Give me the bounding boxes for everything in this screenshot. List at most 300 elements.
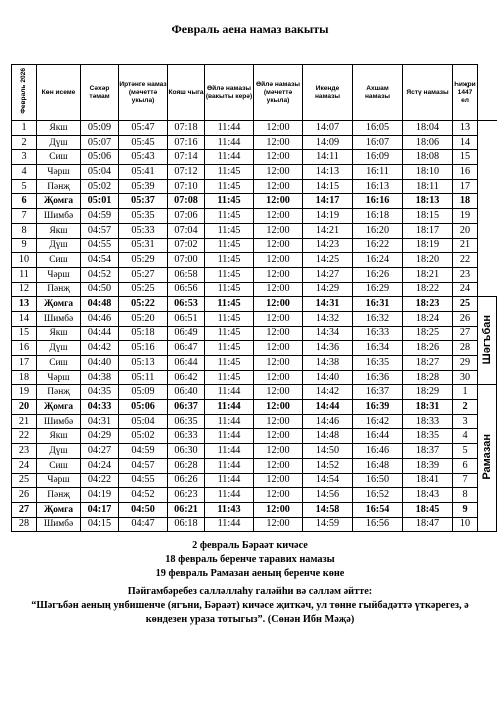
hijri-day-cell: 16: [453, 165, 478, 180]
hijri-day-cell: 22: [453, 253, 478, 268]
weekday-cell: Чәрш: [37, 473, 81, 488]
weekday-cell: Якш: [37, 429, 81, 444]
dhuhr-cell: 11:45: [205, 326, 254, 341]
maghrib-cell: 16:52: [353, 488, 403, 503]
fajr-cell: 05:45: [119, 135, 168, 150]
table-row: [12, 385, 497, 400]
hijri-day-cell: 3: [453, 414, 478, 429]
sahur-cell: 04:19: [81, 488, 119, 503]
maghrib-cell: 16:35: [353, 356, 403, 371]
asr-cell: 14:44: [303, 400, 353, 415]
asr-cell: 14:29: [303, 282, 353, 297]
sunrise-cell: 07:04: [168, 223, 205, 238]
hijri-day-cell: 21: [453, 238, 478, 253]
hijri-day-cell: 18: [453, 194, 478, 209]
asr-cell: 14:56: [303, 488, 353, 503]
day-cell: 24: [12, 458, 37, 473]
page-title: Февраль аена намаз вакыты: [171, 22, 329, 36]
table-row: [12, 326, 497, 341]
sahur-cell: 04:42: [81, 341, 119, 356]
asr-cell: 14:19: [303, 209, 353, 224]
weekday-cell: Якш: [37, 326, 81, 341]
day-cell: 4: [12, 165, 37, 180]
asr-cell: 14:31: [303, 297, 353, 312]
hijri-day-cell: 7: [453, 473, 478, 488]
dhuhr-cell: 11:45: [205, 165, 254, 180]
asr-cell: 14:32: [303, 311, 353, 326]
isha-cell: 18:41: [403, 473, 453, 488]
fajr-cell: 05:35: [119, 209, 168, 224]
dhuhr-cell: 11:44: [205, 458, 254, 473]
sunrise-cell: 06:49: [168, 326, 205, 341]
asr-cell: 14:38: [303, 356, 353, 371]
hijri-day-cell: 26: [453, 311, 478, 326]
sunrise-cell: 07:12: [168, 165, 205, 180]
fajr-cell: 05:41: [119, 165, 168, 180]
sahur-cell: 04:52: [81, 267, 119, 282]
dhuhr-mosque-cell: 12:00: [254, 165, 303, 180]
weekday-cell: Шимбә: [37, 414, 81, 429]
isha-cell: 18:39: [403, 458, 453, 473]
maghrib-cell: 16:31: [353, 297, 403, 312]
fajr-cell: 04:52: [119, 488, 168, 503]
dhuhr-cell: 11:45: [205, 209, 254, 224]
weekday-cell: Чәрш: [37, 267, 81, 282]
table-row: [12, 429, 497, 444]
maghrib-cell: 16:07: [353, 135, 403, 150]
dhuhr-cell: 11:45: [205, 311, 254, 326]
sunrise-cell: 06:42: [168, 370, 205, 385]
fajr-cell: 05:16: [119, 341, 168, 356]
weekday-cell: Шимбә: [37, 209, 81, 224]
dhuhr-cell: 11:45: [205, 356, 254, 371]
dhuhr-mosque-cell: 12:00: [254, 444, 303, 459]
day-cell: 15: [12, 326, 37, 341]
hadith-block: [20, 585, 480, 627]
table-row: [12, 150, 497, 165]
hijri-day-cell: 30: [453, 370, 478, 385]
isha-cell: 18:15: [403, 209, 453, 224]
sahur-cell: 04:38: [81, 370, 119, 385]
sunrise-cell: 07:00: [168, 253, 205, 268]
isha-cell: 18:26: [403, 341, 453, 356]
asr-cell: 14:52: [303, 458, 353, 473]
maghrib-cell: 16:33: [353, 326, 403, 341]
weekday-cell: Дүш: [37, 135, 81, 150]
sunrise-cell: 07:18: [168, 121, 205, 136]
hijri-day-cell: 5: [453, 444, 478, 459]
note-bараат: 2 февраль Бәраәт кичәсе: [192, 540, 308, 551]
fajr-cell: 05:37: [119, 194, 168, 209]
dhuhr-mosque-cell: 12:00: [254, 488, 303, 503]
day-cell: 28: [12, 517, 37, 532]
day-cell: 5: [12, 179, 37, 194]
dhuhr-mosque-cell: 12:00: [254, 414, 303, 429]
weekday-cell: Якш: [37, 121, 81, 136]
table-row: [12, 282, 497, 297]
table-row: [12, 502, 497, 517]
isha-cell: 18:29: [403, 385, 453, 400]
hijri-day-cell: 17: [453, 179, 478, 194]
fajr-cell: 04:50: [119, 502, 168, 517]
sahur-cell: 04:17: [81, 502, 119, 517]
asr-cell: 14:59: [303, 517, 353, 532]
dhuhr-mosque-cell: 12:00: [254, 311, 303, 326]
dhuhr-cell: 11:44: [205, 400, 254, 415]
maghrib-cell: 16:36: [353, 370, 403, 385]
sahur-cell: 05:06: [81, 150, 119, 165]
sunrise-cell: 06:53: [168, 297, 205, 312]
sahur-cell: 04:35: [81, 385, 119, 400]
dhuhr-cell: 11:45: [205, 238, 254, 253]
sunrise-cell: 06:58: [168, 267, 205, 282]
fajr-cell: 04:55: [119, 473, 168, 488]
sunrise-cell: 07:06: [168, 209, 205, 224]
table-row: [12, 253, 497, 268]
dhuhr-cell: 11:44: [205, 121, 254, 136]
dhuhr-cell: 11:44: [205, 517, 254, 532]
isha-cell: 18:21: [403, 267, 453, 282]
weekday-cell: Сиш: [37, 150, 81, 165]
header-month: Февраль 2026: [12, 65, 37, 121]
weekday-cell: Чәрш: [37, 165, 81, 180]
day-cell: 26: [12, 488, 37, 503]
sahur-cell: 04:24: [81, 458, 119, 473]
sahur-cell: 04:29: [81, 429, 119, 444]
weekday-cell: Чәрш: [37, 370, 81, 385]
sahur-cell: 04:27: [81, 444, 119, 459]
header-dhuhr: Өйлә намазы (вакыты керә): [205, 65, 254, 121]
sunrise-cell: 07:16: [168, 135, 205, 150]
dhuhr-cell: 11:44: [205, 150, 254, 165]
hijri-day-cell: 6: [453, 458, 478, 473]
maghrib-cell: 16:34: [353, 341, 403, 356]
sunrise-cell: 07:08: [168, 194, 205, 209]
hijri-day-cell: 14: [453, 135, 478, 150]
header-sahur: Сәхәр тәмам: [81, 65, 119, 121]
sunrise-cell: 06:51: [168, 311, 205, 326]
dhuhr-mosque-cell: 12:00: [254, 150, 303, 165]
sahur-cell: 04:33: [81, 400, 119, 415]
table-row: [12, 135, 497, 150]
asr-cell: 14:48: [303, 429, 353, 444]
sunrise-cell: 06:33: [168, 429, 205, 444]
isha-cell: 18:20: [403, 253, 453, 268]
dhuhr-cell: 11:45: [205, 297, 254, 312]
dhuhr-mosque-cell: 12:00: [254, 253, 303, 268]
day-cell: 18: [12, 370, 37, 385]
weekday-cell: Сиш: [37, 458, 81, 473]
asr-cell: 14:17: [303, 194, 353, 209]
sunrise-cell: 07:02: [168, 238, 205, 253]
dhuhr-mosque-cell: 12:00: [254, 238, 303, 253]
asr-cell: 14:07: [303, 121, 353, 136]
fajr-cell: 05:39: [119, 179, 168, 194]
maghrib-cell: 16:39: [353, 400, 403, 415]
dhuhr-mosque-cell: 12:00: [254, 282, 303, 297]
maghrib-cell: 16:56: [353, 517, 403, 532]
asr-cell: 14:50: [303, 444, 353, 459]
isha-cell: 18:24: [403, 311, 453, 326]
hijri-day-cell: 29: [453, 356, 478, 371]
dhuhr-cell: 11:44: [205, 473, 254, 488]
maghrib-cell: 16:22: [353, 238, 403, 253]
sunrise-cell: 06:30: [168, 444, 205, 459]
day-cell: 22: [12, 429, 37, 444]
dhuhr-cell: 11:44: [205, 429, 254, 444]
day-cell: 9: [12, 238, 37, 253]
day-cell: 2: [12, 135, 37, 150]
dhuhr-cell: 11:45: [205, 370, 254, 385]
sahur-cell: 04:48: [81, 297, 119, 312]
table-row: [12, 209, 497, 224]
isha-cell: 18:35: [403, 429, 453, 444]
sunrise-cell: 06:28: [168, 458, 205, 473]
day-cell: 25: [12, 473, 37, 488]
maghrib-cell: 16:26: [353, 267, 403, 282]
weekday-cell: Пәнҗ: [37, 385, 81, 400]
dhuhr-mosque-cell: 12:00: [254, 297, 303, 312]
sahur-cell: 05:01: [81, 194, 119, 209]
dhuhr-mosque-cell: 12:00: [254, 429, 303, 444]
fajr-cell: 05:04: [119, 414, 168, 429]
maghrib-cell: 16:20: [353, 223, 403, 238]
dhuhr-mosque-cell: 12:00: [254, 356, 303, 371]
asr-cell: 14:40: [303, 370, 353, 385]
day-cell: 14: [12, 311, 37, 326]
asr-cell: 14:54: [303, 473, 353, 488]
table-row: [12, 194, 497, 209]
isha-cell: 18:28: [403, 370, 453, 385]
isha-cell: 18:08: [403, 150, 453, 165]
hadith-text: “Шәгъбән аеның унбишенче (ягъни, Бәраәт) кичәсе җиткәч, ул төнне гыйбадәттә үткәрегез, ә көндезен ураза тотыгыз”. (Сөнән Ибн Мәҗә): [31, 600, 469, 625]
sunrise-cell: 06:37: [168, 400, 205, 415]
dhuhr-cell: 11:45: [205, 267, 254, 282]
table-row: [12, 517, 497, 532]
sunrise-cell: 06:23: [168, 488, 205, 503]
dhuhr-mosque-cell: 12:00: [254, 385, 303, 400]
weekday-cell: Шимбә: [37, 517, 81, 532]
maghrib-cell: 16:48: [353, 458, 403, 473]
isha-cell: 18:19: [403, 238, 453, 253]
weekday-cell: Сиш: [37, 253, 81, 268]
asr-cell: 14:15: [303, 179, 353, 194]
day-cell: 7: [12, 209, 37, 224]
hadith-intro: Пәйгамбәребез салләллаһу галәйһи вә сәлләм әйтте:: [127, 586, 373, 597]
asr-cell: 14:46: [303, 414, 353, 429]
sahur-cell: 05:02: [81, 179, 119, 194]
day-cell: 6: [12, 194, 37, 209]
hijri-day-cell: 10: [453, 517, 478, 532]
table-row: [12, 121, 497, 136]
dhuhr-mosque-cell: 12:00: [254, 502, 303, 517]
table-row: [12, 488, 497, 503]
dhuhr-mosque-cell: 12:00: [254, 458, 303, 473]
hijri-day-cell: 25: [453, 297, 478, 312]
day-cell: 13: [12, 297, 37, 312]
day-cell: 27: [12, 502, 37, 517]
table-row: [12, 370, 497, 385]
asr-cell: 14:36: [303, 341, 353, 356]
weekday-cell: Пәнҗ: [37, 282, 81, 297]
sahur-cell: 05:09: [81, 121, 119, 136]
sahur-cell: 05:07: [81, 135, 119, 150]
hijri-day-cell: 27: [453, 326, 478, 341]
weekday-cell: Җомга: [37, 194, 81, 209]
dhuhr-cell: 11:45: [205, 194, 254, 209]
notes-block: [0, 539, 500, 581]
sahur-cell: 04:40: [81, 356, 119, 371]
isha-cell: 18:04: [403, 121, 453, 136]
day-cell: 11: [12, 267, 37, 282]
prayer-times-table: [11, 64, 497, 532]
day-cell: 12: [12, 282, 37, 297]
asr-cell: 14:11: [303, 150, 353, 165]
dhuhr-mosque-cell: 12:00: [254, 473, 303, 488]
asr-cell: 14:13: [303, 165, 353, 180]
header-sunrise: Кояш чыга: [168, 65, 205, 121]
sunrise-cell: 06:47: [168, 341, 205, 356]
maghrib-cell: 16:44: [353, 429, 403, 444]
hijri-day-cell: 8: [453, 488, 478, 503]
day-cell: 20: [12, 400, 37, 415]
fajr-cell: 05:09: [119, 385, 168, 400]
sahur-cell: 04:15: [81, 517, 119, 532]
table-row: [12, 444, 497, 459]
sunrise-cell: 06:56: [168, 282, 205, 297]
sunrise-cell: 07:14: [168, 150, 205, 165]
dhuhr-mosque-cell: 12:00: [254, 341, 303, 356]
dhuhr-mosque-cell: 12:00: [254, 400, 303, 415]
fajr-cell: 05:25: [119, 282, 168, 297]
dhuhr-mosque-cell: 12:00: [254, 370, 303, 385]
sunrise-cell: 06:26: [168, 473, 205, 488]
dhuhr-mosque-cell: 12:00: [254, 179, 303, 194]
sunrise-cell: 06:18: [168, 517, 205, 532]
table-row: [12, 165, 497, 180]
hijri-day-cell: 23: [453, 267, 478, 282]
hijri-month-spacer: [478, 121, 497, 297]
fajr-cell: 04:47: [119, 517, 168, 532]
header-fajr: Иртәнге намаз (мәчеттә укыла): [119, 65, 168, 121]
weekday-cell: Дүш: [37, 238, 81, 253]
dhuhr-cell: 11:45: [205, 179, 254, 194]
table-row: [12, 311, 497, 326]
maghrib-cell: 16:29: [353, 282, 403, 297]
dhuhr-mosque-cell: 12:00: [254, 194, 303, 209]
isha-cell: 18:37: [403, 444, 453, 459]
table-row: [12, 400, 497, 415]
fajr-cell: 04:59: [119, 444, 168, 459]
maghrib-cell: 16:18: [353, 209, 403, 224]
dhuhr-cell: 11:43: [205, 502, 254, 517]
sahur-cell: 04:54: [81, 253, 119, 268]
header-weekday: Көн исеме: [37, 65, 81, 121]
fajr-cell: 05:27: [119, 267, 168, 282]
dhuhr-mosque-cell: 12:00: [254, 326, 303, 341]
table-row: [12, 238, 497, 253]
fajr-cell: 05:06: [119, 400, 168, 415]
fajr-cell: 05:18: [119, 326, 168, 341]
maghrib-cell: 16:54: [353, 502, 403, 517]
isha-cell: 18:23: [403, 297, 453, 312]
fajr-cell: 05:43: [119, 150, 168, 165]
header-asr: Икенде намазы: [303, 65, 353, 121]
fajr-cell: 05:20: [119, 311, 168, 326]
hijri-day-cell: 9: [453, 502, 478, 517]
dhuhr-mosque-cell: 12:00: [254, 223, 303, 238]
weekday-cell: Якш: [37, 223, 81, 238]
asr-cell: 14:58: [303, 502, 353, 517]
weekday-cell: Сиш: [37, 356, 81, 371]
dhuhr-cell: 11:45: [205, 341, 254, 356]
maghrib-cell: 16:09: [353, 150, 403, 165]
isha-cell: 18:11: [403, 179, 453, 194]
note-taravih: 18 февраль беренче таравих намазы: [165, 554, 335, 565]
fajr-cell: 05:29: [119, 253, 168, 268]
weekday-cell: Дүш: [37, 444, 81, 459]
isha-cell: 18:31: [403, 400, 453, 415]
hijri-day-cell: 19: [453, 209, 478, 224]
isha-cell: 18:45: [403, 502, 453, 517]
fajr-cell: 05:31: [119, 238, 168, 253]
sunrise-cell: 06:44: [168, 356, 205, 371]
table-row: [12, 179, 497, 194]
hijri-month-ramadan: Рамазан: [478, 385, 497, 532]
dhuhr-cell: 11:44: [205, 414, 254, 429]
maghrib-cell: 16:32: [353, 311, 403, 326]
asr-cell: 14:25: [303, 253, 353, 268]
sahur-cell: 04:22: [81, 473, 119, 488]
weekday-cell: Дүш: [37, 341, 81, 356]
day-cell: 1: [12, 121, 37, 136]
isha-cell: 18:33: [403, 414, 453, 429]
table-row: [12, 356, 497, 371]
dhuhr-cell: 11:45: [205, 223, 254, 238]
dhuhr-cell: 11:45: [205, 282, 254, 297]
sahur-cell: 04:31: [81, 414, 119, 429]
isha-cell: 18:17: [403, 223, 453, 238]
isha-cell: 18:06: [403, 135, 453, 150]
hijri-day-cell: 2: [453, 400, 478, 415]
hijri-day-cell: 20: [453, 223, 478, 238]
asr-cell: 14:21: [303, 223, 353, 238]
weekday-cell: Җомга: [37, 297, 81, 312]
table-row: [12, 414, 497, 429]
dhuhr-cell: 11:44: [205, 488, 254, 503]
fajr-cell: 05:11: [119, 370, 168, 385]
maghrib-cell: 16:37: [353, 385, 403, 400]
dhuhr-cell: 11:44: [205, 385, 254, 400]
dhuhr-cell: 11:44: [205, 444, 254, 459]
fajr-cell: 04:57: [119, 458, 168, 473]
sahur-cell: 04:50: [81, 282, 119, 297]
day-cell: 17: [12, 356, 37, 371]
weekday-cell: Пәнҗ: [37, 179, 81, 194]
day-cell: 23: [12, 444, 37, 459]
header-maghrib: Ахшам намазы: [353, 65, 403, 121]
day-cell: 19: [12, 385, 37, 400]
asr-cell: 14:09: [303, 135, 353, 150]
maghrib-cell: 16:46: [353, 444, 403, 459]
maghrib-cell: 16:16: [353, 194, 403, 209]
asr-cell: 14:27: [303, 267, 353, 282]
isha-cell: 18:27: [403, 356, 453, 371]
hijri-day-cell: 15: [453, 150, 478, 165]
table-body: [12, 121, 497, 532]
isha-cell: 18:22: [403, 282, 453, 297]
dhuhr-mosque-cell: 12:00: [254, 135, 303, 150]
